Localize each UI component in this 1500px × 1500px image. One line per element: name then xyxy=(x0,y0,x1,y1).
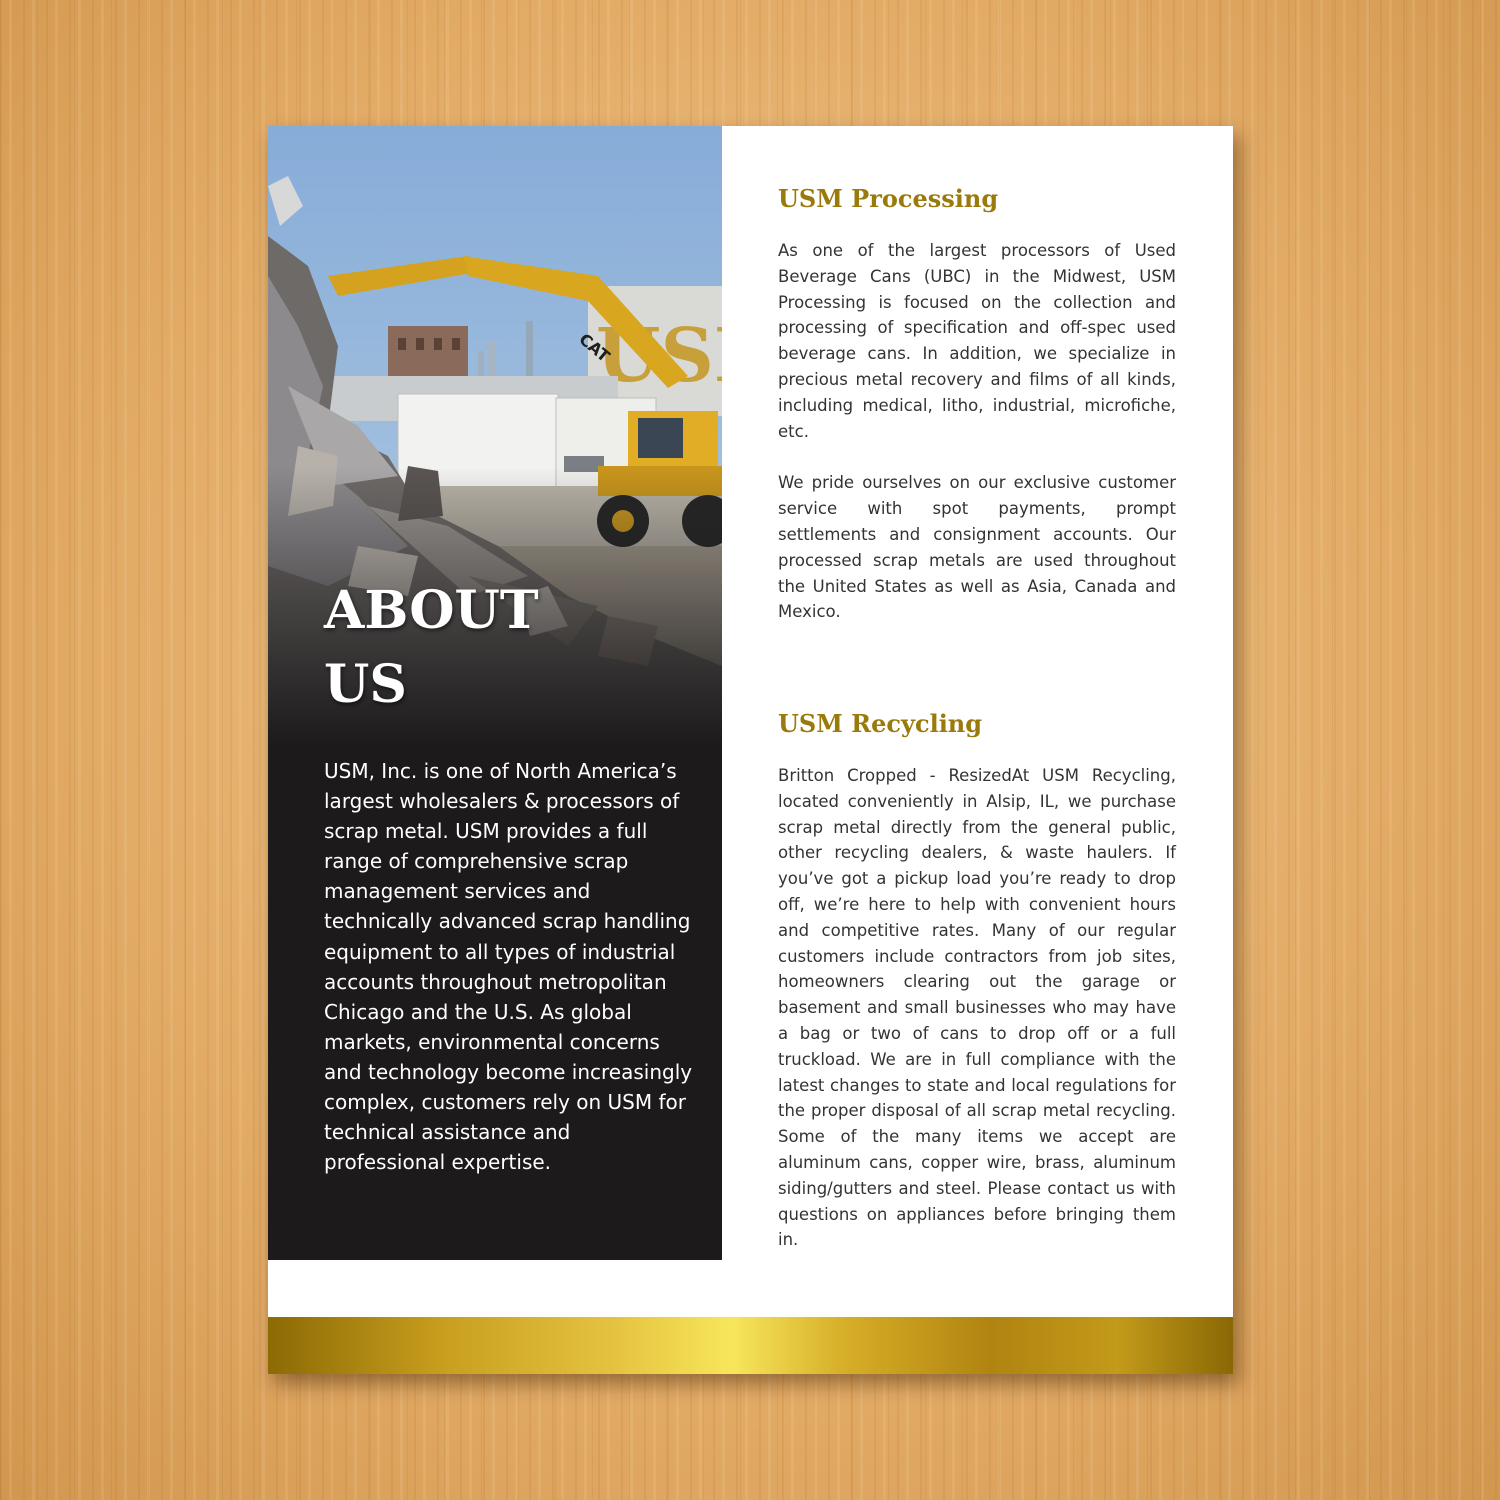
about-us-title: ABOUT US xyxy=(324,580,539,715)
about-us-body: USM, Inc. is one of North America’s largest wholesalers & processors of scrap metal. USM provides a full range of comprehensive scrap management services and technically advanced scrap handling equipment to all types of industrial accounts throughout metropolitan Chicago and the U.S. As global markets, environmental concerns and technology become increasingly complex, customers rely on USM for technical assistance and professional expertise. xyxy=(324,759,693,1175)
processing-paragraph-2: We pride ourselves on our exclusive customer service with spot payments, prompt settlements and consignment accounts. Our processed scrap metals are used throughout the United States as well as Asia, Canada and Mexico. xyxy=(778,473,1176,622)
gold-footer-bar xyxy=(268,1317,1233,1374)
about-panel xyxy=(268,126,722,1260)
recycling-section xyxy=(778,709,1176,1253)
processing-paragraph-1: As one of the largest processors of Used Beverage Cans (UBC) in the Midwest, USM Processing is focused on the collection and processing of specification and off-spec used beverage cans. In addition, we specialize in precious metal recovery and films of all kinds, including medical, litho, industrial, microfiche, etc. xyxy=(778,241,1176,441)
processing-section xyxy=(778,184,1176,625)
recycling-heading: USM Recycling xyxy=(778,709,983,738)
recycling-paragraph: Britton Cropped - ResizedAt USM Recycling, located conveniently in Alsip, IL, we purchase scrap metal directly from the general public, other recycling dealers, & waste haulers. If you’ve got a pickup load you’re ready to drop off, we’re here to help with convenient hours and competitive rates. Many of our regular customers include contractors from job sites, homeowners clearing out the garage or basement and small businesses who may have a bag or two of cans to drop off or a full truckload. We are in full compliance with the latest changes to state and local regulations for the proper disposal of all scrap metal recycling. Some of the many items we accept are aluminum cans, copper wire, brass, aluminum siding/gutters and steel. Please contact us with questions on appliances before bringing them in. xyxy=(778,766,1176,1250)
processing-heading: USM Processing xyxy=(778,184,999,213)
brochure-page xyxy=(268,126,1233,1374)
